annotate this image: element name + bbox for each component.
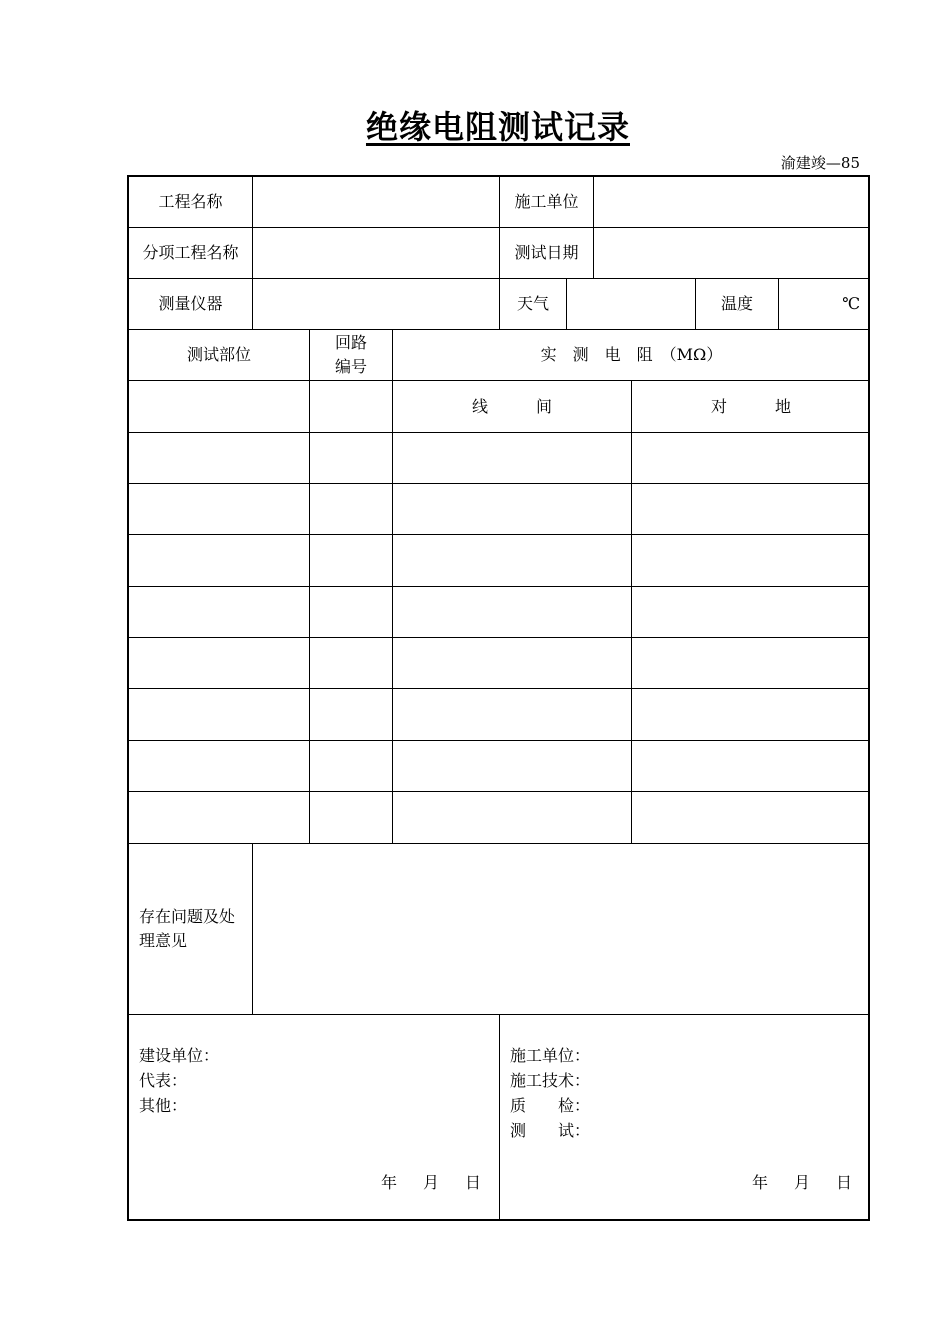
contractor-tech-label: 施工技术： <box>510 1071 591 1090</box>
contractor-sign-date[interactable] <box>726 1170 852 1193</box>
project-name-label: 工程名称 <box>158 192 223 211</box>
line-resistance-cell[interactable] <box>393 689 631 740</box>
line-resistance-cell[interactable] <box>393 484 631 534</box>
sub-header-location <box>129 381 309 432</box>
instrument-field[interactable] <box>253 279 499 329</box>
contractor-qc-label: 质 检： <box>510 1096 591 1115</box>
date-month: 月 <box>423 1173 440 1192</box>
project-name-field[interactable] <box>253 177 499 227</box>
line-resistance-cell[interactable] <box>393 587 631 637</box>
circuit-cell[interactable] <box>310 535 392 586</box>
line-resistance-cell[interactable] <box>393 433 631 483</box>
date-day: 日 <box>465 1173 482 1192</box>
ground-resistance-cell[interactable] <box>632 535 870 586</box>
date-day: 日 <box>836 1173 853 1192</box>
sub-project-label: 分项工程名称 <box>142 243 239 262</box>
col-location-header: 测试部位 <box>186 345 251 364</box>
temperature-unit: ℃ <box>842 294 860 313</box>
circuit-cell[interactable] <box>310 741 392 791</box>
col-resistance-header: 实 测 电 阻 （MΩ） <box>540 345 723 364</box>
location-cell[interactable] <box>129 741 309 791</box>
weather-label: 天气 <box>516 294 549 313</box>
sub-project-field[interactable] <box>253 228 499 278</box>
location-cell[interactable] <box>129 587 309 637</box>
owner-sign-date[interactable] <box>355 1170 481 1193</box>
issues-field[interactable] <box>253 844 870 1014</box>
issues-label-line2: 理意见 <box>139 931 188 950</box>
owner-rep-label: 代表： <box>139 1071 188 1090</box>
circuit-cell[interactable] <box>310 587 392 637</box>
instrument-label: 测量仪器 <box>158 294 223 313</box>
contractor-signature-block <box>510 1043 590 1143</box>
ground-resistance-cell[interactable] <box>632 484 870 534</box>
date-year: 年 <box>752 1173 769 1192</box>
circuit-cell[interactable] <box>310 689 392 740</box>
page-title: 绝缘电阻测试记录 <box>365 108 630 146</box>
ground-resistance-cell[interactable] <box>632 587 870 637</box>
test-date-field[interactable] <box>594 228 870 278</box>
col-circuit-line1: 回路 <box>334 333 367 352</box>
line-resistance-cell[interactable] <box>393 741 631 791</box>
location-cell[interactable] <box>129 535 309 586</box>
owner-other-label: 其他： <box>139 1096 188 1115</box>
date-month: 月 <box>794 1173 811 1192</box>
location-cell[interactable] <box>129 689 309 740</box>
issues-label <box>129 844 252 1014</box>
contractor-test-label: 测 试： <box>510 1121 591 1140</box>
ground-resistance-cell[interactable] <box>632 792 870 843</box>
col-circuit-line2: 编号 <box>334 357 367 376</box>
owner-signature-block <box>139 1043 219 1118</box>
line-resistance-cell[interactable] <box>393 535 631 586</box>
ground-resistance-cell[interactable] <box>632 741 870 791</box>
date-year: 年 <box>381 1173 398 1192</box>
ground-resistance-cell[interactable] <box>632 638 870 688</box>
circuit-cell[interactable] <box>310 484 392 534</box>
test-date-label: 测试日期 <box>514 243 579 262</box>
temperature-label: 温度 <box>720 294 753 313</box>
location-cell[interactable] <box>129 638 309 688</box>
circuit-cell[interactable] <box>310 638 392 688</box>
location-cell[interactable] <box>129 433 309 483</box>
sub-header-line: 线 间 <box>471 396 552 416</box>
test-record-form <box>127 175 870 1221</box>
sub-header-ground: 对 地 <box>710 396 791 416</box>
owner-unit-label: 建设单位： <box>139 1046 220 1065</box>
line-resistance-cell[interactable] <box>393 792 631 843</box>
form-code: 渝建竣—85 <box>780 154 860 172</box>
issues-label-line1: 存在问题及处 <box>139 907 236 926</box>
circuit-cell[interactable] <box>310 433 392 483</box>
circuit-cell[interactable] <box>310 792 392 843</box>
temperature-field[interactable] <box>779 279 870 329</box>
sub-header-circuit <box>310 381 392 432</box>
construction-unit-field[interactable] <box>594 177 870 227</box>
location-cell[interactable] <box>129 792 309 843</box>
contractor-unit-label: 施工单位： <box>510 1046 591 1065</box>
col-circuit-header <box>310 330 392 380</box>
ground-resistance-cell[interactable] <box>632 433 870 483</box>
weather-field[interactable] <box>567 279 695 329</box>
ground-resistance-cell[interactable] <box>632 689 870 740</box>
line-resistance-cell[interactable] <box>393 638 631 688</box>
location-cell[interactable] <box>129 484 309 534</box>
construction-unit-label: 施工单位 <box>514 192 579 211</box>
